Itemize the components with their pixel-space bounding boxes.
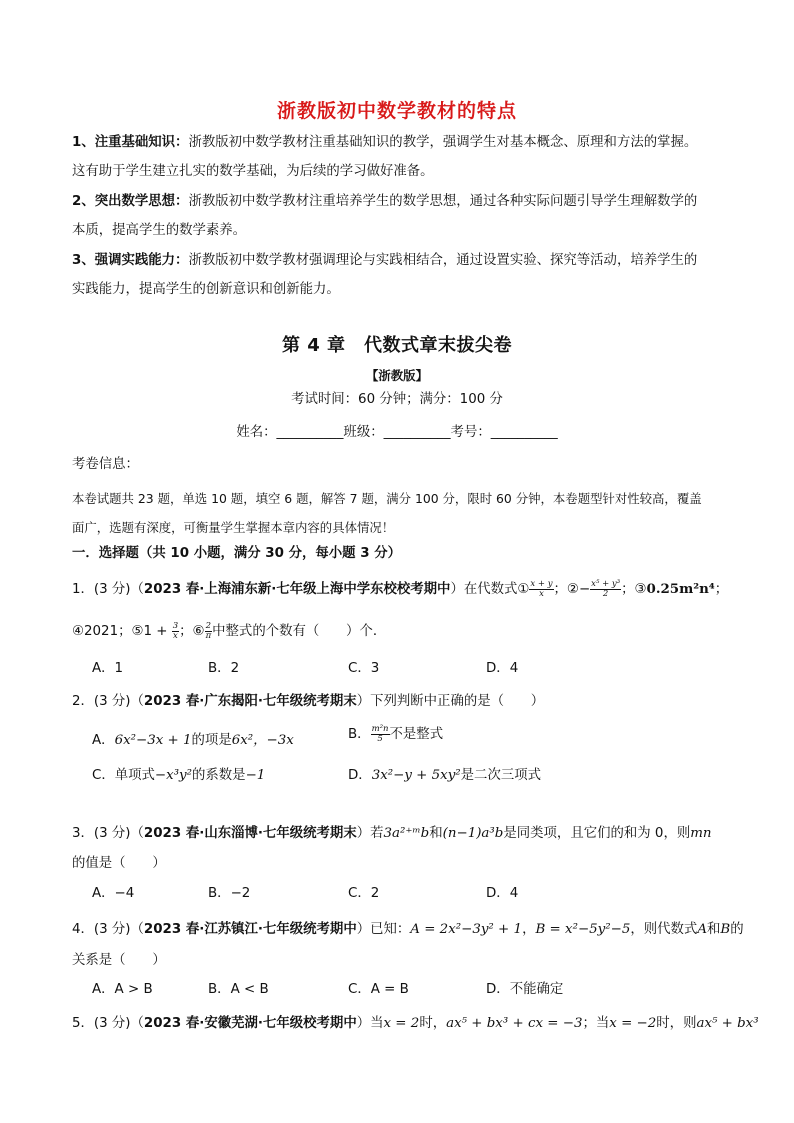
question-1-prefix: 1．(3 分)（ [72, 582, 144, 597]
question-1-text-b: ；②− [553, 582, 591, 597]
question-2-option-c[interactable] [92, 764, 265, 783]
intro-paragraph-1-line-1 [72, 134, 697, 152]
question-1-line-2-c: 中整式的个数有（ ）个． [212, 624, 387, 639]
intro-paragraph-2-line-1 [72, 193, 697, 211]
question-4-text: 和 [706, 922, 721, 937]
question-4-prefix: 4．(3 分)（ [72, 922, 144, 937]
question-5-text: ）当 [356, 1016, 384, 1031]
question-1-text-c: ；③ [621, 582, 647, 597]
question-4-line-2: 关系是（ ） [72, 953, 166, 968]
fraction-denominator: 5 [377, 733, 383, 744]
question-5-text: 时， [419, 1016, 447, 1031]
question-4-text: ，则代数式 [630, 922, 698, 937]
intro-paragraph-3-label: 3、强调实践能力： [72, 253, 189, 268]
student-info-row: 姓名：__________班级：__________考号：__________ [236, 425, 558, 440]
question-4-line-1 [72, 918, 744, 937]
question-5-math: ax⁵ + bx³ + cx = −3 [446, 1016, 583, 1031]
option-text: 是二次三项式 [460, 768, 542, 783]
intro-title: 浙教版初中数学教材的特点 [276, 100, 517, 122]
question-3-source: 2023 春·山东淄博·七年级统考期末 [143, 826, 357, 841]
option-letter: A． [92, 733, 115, 748]
question-4-text: 的 [730, 922, 744, 937]
question-2-option-b[interactable] [348, 723, 443, 744]
exam-edition: 【浙教版】 [366, 368, 428, 383]
question-1-line-2-a: ④2021；⑤1 + [72, 624, 172, 639]
intro-paragraph-1-line-2: 这有助于学生建立扎实的数学基础，为后续的学习做好准备。 [72, 164, 434, 179]
question-5-text: ；当 [582, 1016, 610, 1031]
question-3-line-2: 的值是（ ） [72, 856, 166, 871]
option-letter: D． [348, 768, 372, 783]
exam-info-line-2: 面广，选题有深度，可衡量学生掌握本章内容的具体情况！ [72, 520, 395, 535]
question-5-prefix: 5．(3 分)（ [72, 1016, 144, 1031]
question-1-text-d: ； [714, 582, 729, 597]
question-4-math: B = x²−5y²−5 [535, 922, 631, 937]
question-3-option-c[interactable]: C．2 [348, 886, 380, 901]
question-1-line-2 [72, 620, 386, 641]
question-4-option-c[interactable]: C．A = B [348, 982, 409, 997]
question-1-text-a: ）在代数式① [450, 582, 530, 597]
question-3-text: 和 [429, 826, 443, 841]
question-1-line-1 [72, 578, 728, 599]
question-1-option-d[interactable]: D．4 [486, 661, 519, 676]
question-3-text: 是同类项，且它们的和为 0，则 [503, 826, 691, 841]
intro-paragraph-3-line-1 [72, 252, 697, 270]
question-2-text: ）下列判断中正确的是（ ） [356, 694, 545, 709]
intro-paragraph-1-text: 浙教版初中数学教材注重基础知识的教学，强调学生对基本概念、原理和方法的掌握。 [188, 135, 698, 150]
option-text: 的项是 [191, 733, 232, 748]
exam-info-line-1: 本卷试题共 23 题，单选 10 题，填空 6 题，解答 7 题，满分 100 分，限时 60 分钟，本卷题型针对性较高，覆盖 [72, 491, 702, 506]
question-4-source: 2023 春·江苏镇江·七年级统考期中 [143, 922, 357, 937]
question-3-option-b[interactable]: B．−2 [208, 886, 251, 901]
question-4-math: A = 2x²−3y² + 1 [410, 922, 523, 937]
option-math: −1 [245, 768, 266, 783]
question-4-math: B [720, 922, 731, 937]
question-2-stem [72, 690, 544, 709]
question-3-line-1 [72, 822, 712, 841]
question-4-option-b[interactable]: B．A < B [208, 982, 269, 997]
question-1-option-b[interactable]: B．2 [208, 661, 240, 676]
question-5-math: ax⁵ + bx³ [696, 1016, 759, 1031]
intro-paragraph-3-text: 浙教版初中数学教材强调理论与实践相结合，通过设置实验、探究等活动，培养学生的 [188, 253, 698, 268]
question-1-line-2-b: ；⑥ [179, 624, 205, 639]
option-letter: B． [348, 727, 371, 742]
option-text: 的系数是 [192, 768, 246, 783]
question-5-source: 2023 春·安徽芜湖·七年级校考期中 [143, 1016, 357, 1031]
question-4-option-a[interactable]: A．A > B [92, 982, 153, 997]
intro-paragraph-2-line-2: 本质，提高学生的数学素养。 [72, 223, 247, 238]
question-5-math: x = −2 [609, 1016, 657, 1031]
question-3-text: ）若 [356, 826, 384, 841]
option-math: 3x²−y + 5xy² [371, 768, 461, 783]
fraction-numerator: m²n [371, 723, 389, 734]
fraction-numerator: 2 [205, 620, 212, 631]
question-1-option-c[interactable]: C．3 [348, 661, 380, 676]
question-1-option-a[interactable]: A．1 [92, 661, 124, 676]
question-4-option-d[interactable]: D．不能确定 [486, 982, 564, 997]
intro-paragraph-2-label: 2、突出数学思想： [72, 194, 189, 209]
option-math: −x³y² [154, 768, 192, 783]
option-math: 6x²−3x + 1 [114, 733, 192, 748]
exam-title: 第 4 章 代数式章末拔尖卷 [281, 335, 513, 356]
question-3-option-a[interactable]: A．−4 [92, 886, 135, 901]
fraction-numerator: x⁵ + y³ [591, 578, 621, 589]
question-5-text: 时，则 [656, 1016, 697, 1031]
question-4-math: A [697, 922, 707, 937]
question-2-option-d[interactable] [348, 764, 541, 783]
option-math: 6x²，−3x [231, 733, 294, 748]
option-text: 不是整式 [389, 727, 444, 742]
question-1-fraction-1 [529, 580, 553, 599]
exam-time-info: 考试时间：60 分钟；满分：100 分 [291, 392, 503, 407]
question-1-expression-3: 0.25m²n⁴ [646, 581, 715, 597]
fraction-denominator: π [205, 630, 212, 641]
question-3-math: mn [690, 826, 712, 841]
fraction-denominator: x [173, 630, 178, 641]
fraction-denominator: 2 [602, 588, 609, 599]
question-4-text: ）已知： [356, 922, 411, 937]
question-3-math: 3a²⁺ᵐb [383, 826, 430, 841]
question-5-math: x = 2 [383, 1016, 420, 1031]
option-text: C．单项式 [92, 768, 155, 783]
question-3-option-d[interactable]: D．4 [486, 886, 519, 901]
question-1-fraction-2 [590, 580, 621, 599]
fraction-denominator: x [539, 588, 544, 599]
question-3-prefix: 3．(3 分)（ [72, 826, 144, 841]
question-2-option-a[interactable] [92, 729, 294, 748]
option-fraction [371, 725, 390, 744]
question-5-line-1 [72, 1012, 759, 1031]
question-2-source: 2023 春·广东揭阳·七年级统考期末 [143, 694, 357, 709]
question-1-source: 2023 春·上海浦东新·七年级上海中学东校校考期中 [143, 582, 451, 597]
exam-info-heading: 考卷信息： [72, 457, 139, 472]
question-4-text: ， [522, 922, 536, 937]
fraction-numerator: x + y [530, 578, 553, 589]
question-3-math: (n−1)a³b [442, 826, 504, 841]
question-2-prefix: 2．(3 分)（ [72, 694, 144, 709]
fraction-numerator: 3 [172, 620, 179, 631]
section-heading-choice: 一．选择题（共 10 小题，满分 30 分，每小题 3 分） [72, 546, 401, 561]
intro-paragraph-3-line-2: 实践能力，提高学生的创新意识和创新能力。 [72, 282, 340, 297]
intro-paragraph-1-label: 1、注重基础知识： [72, 135, 189, 150]
intro-paragraph-2-text: 浙教版初中数学教材注重培养学生的数学思想，通过各种实际问题引导学生理解数学的 [188, 194, 698, 209]
